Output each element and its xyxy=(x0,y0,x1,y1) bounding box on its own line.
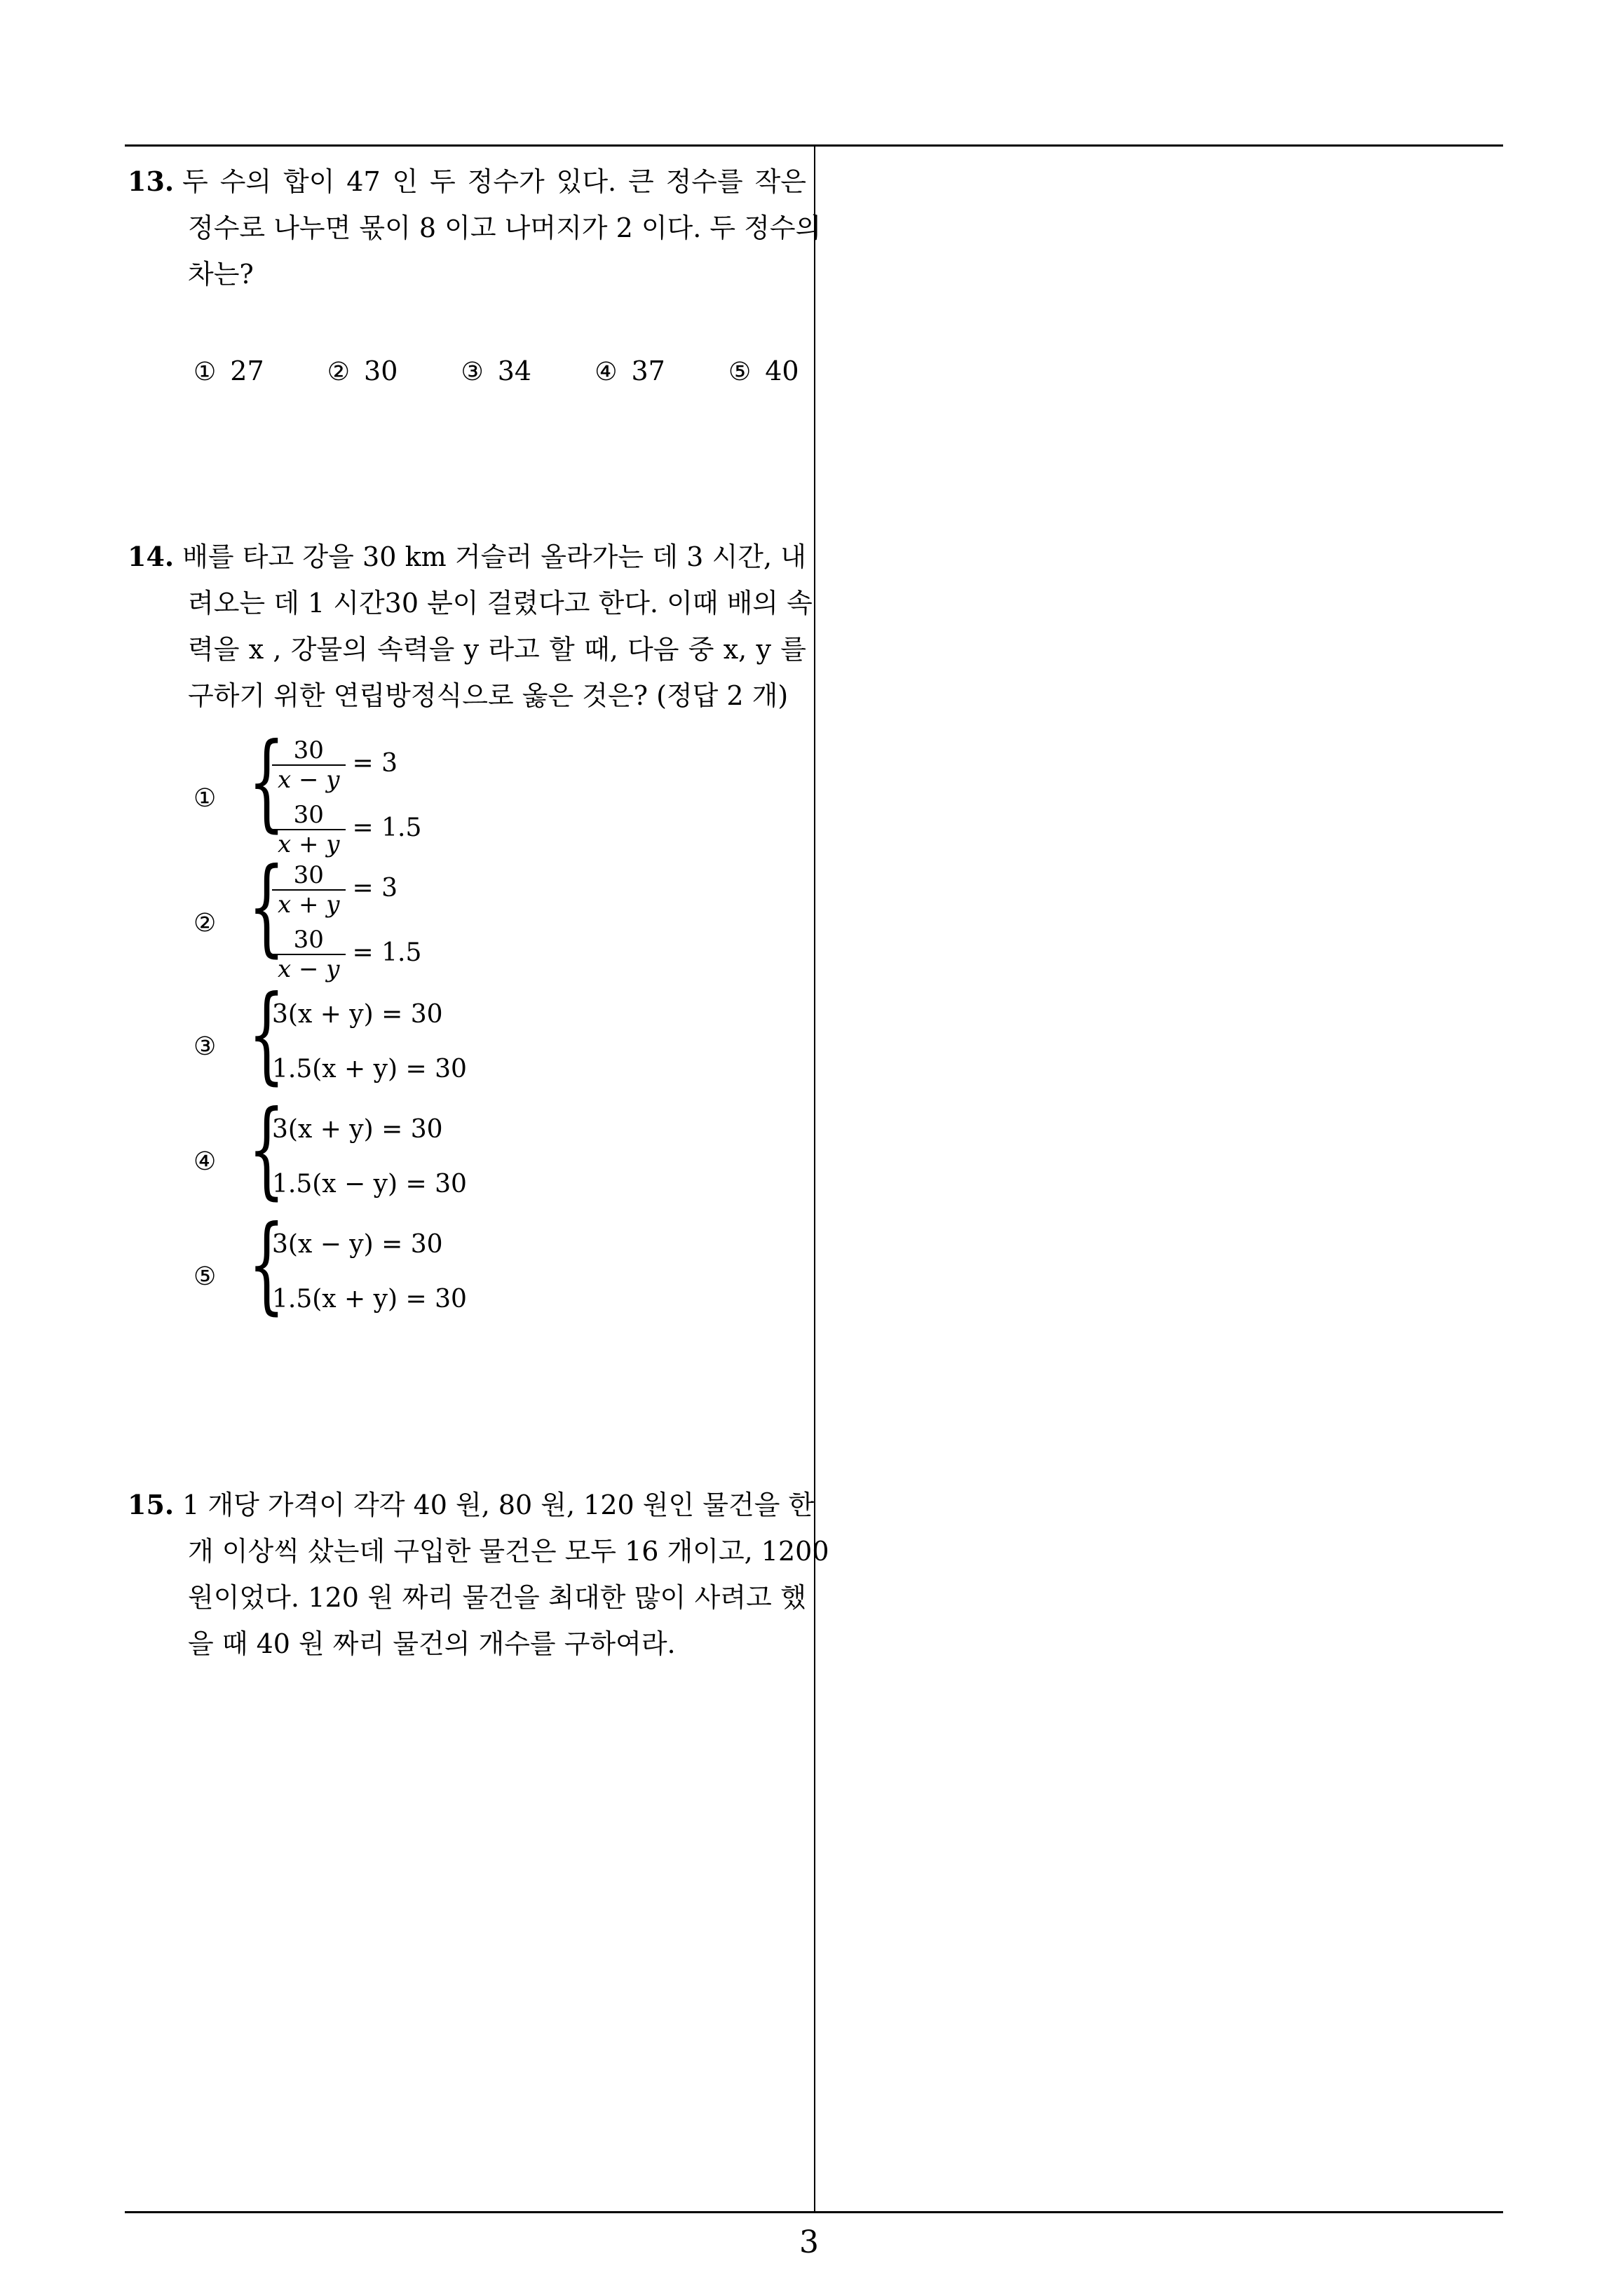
choice-3[interactable]: ③ 34 xyxy=(461,356,532,386)
brace-icon: { xyxy=(248,846,285,968)
option-5-mark: ⑤ xyxy=(193,1262,217,1291)
equation-5b: 1.5(x + y) = 30 xyxy=(272,1285,467,1314)
question-14 xyxy=(128,534,813,719)
option-2-mark: ② xyxy=(193,909,217,938)
equation-4a: 3(x + y) = 30 xyxy=(272,1115,443,1144)
choice-5[interactable]: ⑤ 40 xyxy=(728,356,799,386)
equation-1a: $\frac{30}{x - y}$ = 3 xyxy=(272,736,398,794)
question-13 xyxy=(128,158,822,386)
brace-icon: { xyxy=(248,1203,285,1325)
choice-4[interactable]: ④ 37 xyxy=(595,356,665,386)
q14-option-5[interactable] xyxy=(193,1203,544,1335)
page-number: 3 xyxy=(799,2224,819,2260)
choice-1[interactable]: ① 27 xyxy=(193,356,264,386)
column-divider xyxy=(814,144,815,2212)
question-14-line-2: 려오는 데 1 시간30 분이 걸렸다고 한다. 이때 배의 속 xyxy=(188,588,813,619)
question-14-line-1: 14. 배를 타고 강을 30 km 거슬러 올라가는 데 3 시간, 내 xyxy=(128,541,806,572)
question-15-line-1: 15. 1 개당 가격이 각각 40 원, 80 원, 120 원인 물건을 한 xyxy=(128,1489,815,1520)
equation-3a: 3(x + y) = 30 xyxy=(272,1000,443,1029)
equation-3b: 1.5(x + y) = 30 xyxy=(272,1055,467,1083)
question-15-number: 15. xyxy=(128,1489,175,1520)
choice-2[interactable]: ② 30 xyxy=(327,356,398,386)
question-13-line-1: 13. 두 수의 합이 47 인 두 정수가 있다. 큰 정수를 작은 xyxy=(128,166,806,197)
question-15-line-4: 을 때 40 원 짜리 물건의 개수를 구하여라. xyxy=(188,1628,676,1659)
equation-1b: $\frac{30}{x + y}$ = 1.5 xyxy=(272,801,421,858)
option-1-mark: ① xyxy=(193,784,217,813)
q14-option-1[interactable] xyxy=(193,721,544,870)
brace-icon: { xyxy=(248,721,285,843)
equation-2b: $\frac{30}{x - y}$ = 1.5 xyxy=(272,926,421,983)
brace-icon: { xyxy=(248,1088,285,1210)
question-15-line-3: 원이었다. 120 원 짜리 물건을 최대한 많이 사려고 했 xyxy=(188,1582,806,1613)
question-14-number: 14. xyxy=(128,541,175,572)
option-4-mark: ④ xyxy=(193,1147,217,1176)
question-13-line-2: 정수로 나누면 몫이 8 이고 나머지가 2 이다. 두 정수의 xyxy=(188,212,822,243)
option-3-mark: ③ xyxy=(193,1032,217,1061)
question-15 xyxy=(128,1482,829,1667)
question-13-line-3: 차는? xyxy=(188,259,254,290)
question-13-choices xyxy=(193,348,854,396)
question-15-line-2: 개 이상씩 샀는데 구입한 물건은 모두 16 개이고, 1200 xyxy=(188,1536,829,1567)
equation-5a: 3(x − y) = 30 xyxy=(272,1230,443,1259)
brace-icon: { xyxy=(248,973,285,1095)
q14-option-3[interactable] xyxy=(193,973,544,1105)
bottom-rule xyxy=(125,2211,1503,2213)
question-13-number: 13. xyxy=(128,166,175,197)
q14-option-4[interactable] xyxy=(193,1088,544,1220)
equation-4b: 1.5(x − y) = 30 xyxy=(272,1170,467,1198)
question-14-line-4: 구하기 위한 연립방정식으로 옳은 것은? (정답 2 개) xyxy=(188,680,789,711)
equation-2a: $\frac{30}{x + y}$ = 3 xyxy=(272,861,398,919)
q14-option-2[interactable] xyxy=(193,846,544,994)
question-14-line-3: 력을 x , 강물의 속력을 y 라고 할 때, 다음 중 x, y 를 xyxy=(188,634,806,665)
